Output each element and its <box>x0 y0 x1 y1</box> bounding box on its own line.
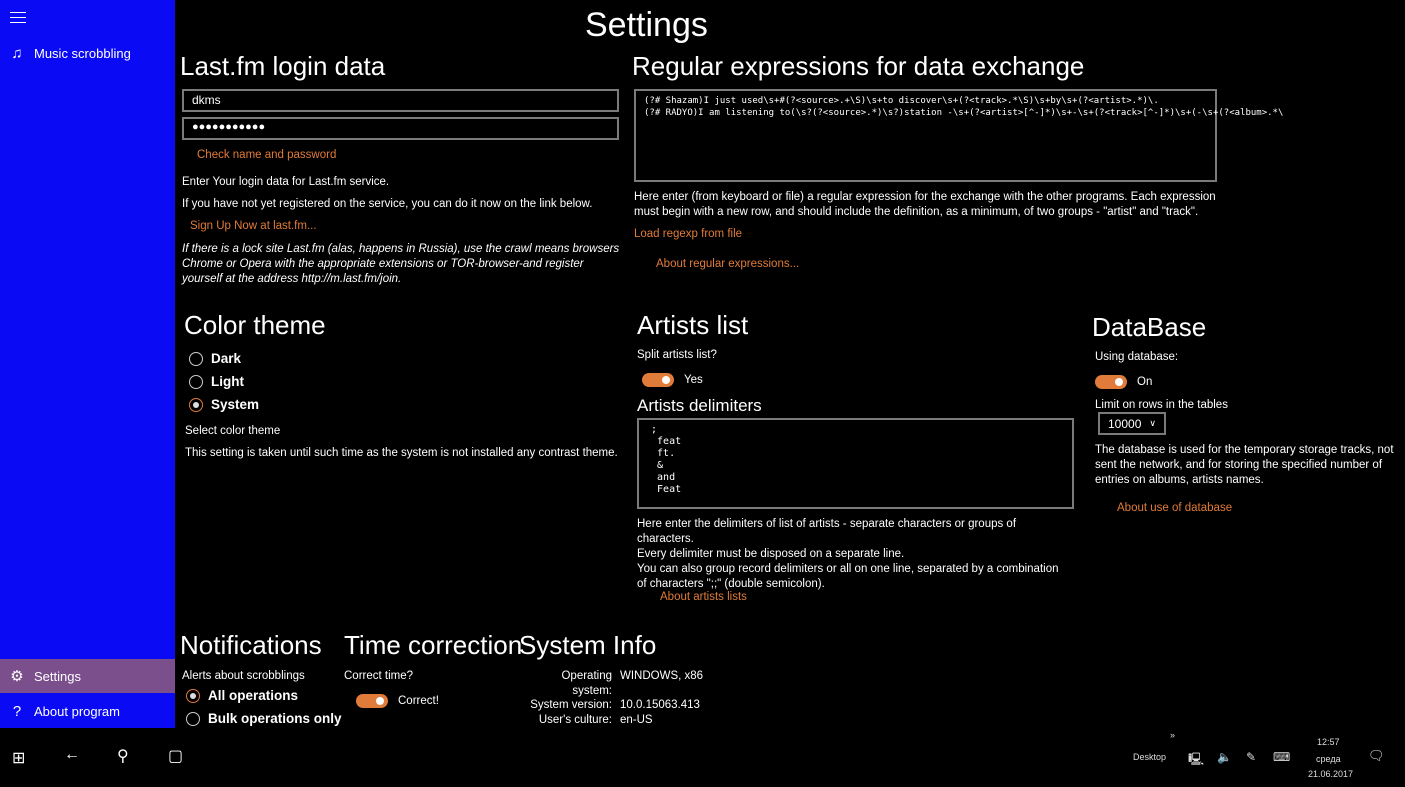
system-info-title: System Info <box>519 630 657 660</box>
theme-note: This setting is taken until such time as the system is not installed any contrast theme. <box>185 447 618 459</box>
clock-date[interactable]: 21.06.2017 <box>1308 769 1354 779</box>
sidebar-item-label: About program <box>34 703 120 719</box>
settings-page <box>175 0 1399 728</box>
regex-description: Here enter (from keyboard or file) a regular expression for the exchange with the other programs. Each expression must begin with a new row, and should include the definition, as a minimum, of two groups - "artist" and "track". <box>634 191 1216 218</box>
database-toggle[interactable]: On <box>1095 375 1152 389</box>
database-section-title: DataBase <box>1092 312 1207 342</box>
lastfm-info-1: Enter Your login data for Last.fm service. <box>182 176 390 188</box>
alerts-radio-all[interactable]: All operations <box>186 688 298 703</box>
signup-link[interactable]: Sign Up Now at last.fm... <box>190 220 317 232</box>
keyboard-icon[interactable]: ⌨ <box>1273 750 1291 764</box>
about-regex-link[interactable]: About regular expressions... <box>656 258 800 270</box>
sidebar <box>0 0 175 728</box>
sidebar-item-label: Settings <box>34 668 81 684</box>
back-arrow-icon[interactable]: ← <box>64 746 80 763</box>
limit-rows-select[interactable]: 10000 ∨ <box>1098 412 1166 435</box>
username-input[interactable]: dkms <box>182 89 619 112</box>
hamburger-menu-icon[interactable] <box>10 12 26 24</box>
about-database-link[interactable]: About use of database <box>1117 502 1233 514</box>
check-credentials-link[interactable]: Check name and password <box>197 149 337 161</box>
correct-time-toggle[interactable]: Correct! <box>356 694 439 708</box>
clock-day[interactable]: среда <box>1316 754 1341 764</box>
page-title: Settings <box>585 6 708 44</box>
using-database-label: Using database: <box>1095 351 1179 363</box>
split-artists-toggle[interactable]: Yes <box>642 373 703 387</box>
load-regexp-link[interactable]: Load regexp from file <box>634 228 743 240</box>
search-icon[interactable]: ⚲ <box>117 748 129 765</box>
question-icon: ? <box>12 702 22 720</box>
theme-radio-light[interactable]: Light <box>189 374 244 389</box>
split-artists-label: Split artists list? <box>637 349 717 361</box>
alerts-radio-bulk[interactable]: Bulk operations only <box>186 711 342 726</box>
sidebar-item-label: Music scrobbling <box>34 45 131 61</box>
theme-radio-system[interactable]: System <box>189 397 259 412</box>
about-artists-link[interactable]: About artists lists <box>660 591 747 603</box>
database-description: The database is used for the temporary storage tracks, not sent the network, and for storing the specified number of entries on albums, artists names. <box>1095 444 1394 486</box>
volume-icon[interactable]: 🔈 <box>1217 750 1232 764</box>
password-input[interactable]: ●●●●●●●●●●● <box>182 117 619 140</box>
notifications-title: Notifications <box>180 630 322 660</box>
delimiters-textarea[interactable]: ; feat ft. & and Feat <box>637 418 1074 509</box>
regex-section-title: Regular expressions for data exchange <box>632 51 1085 81</box>
taskbar <box>0 728 1399 787</box>
correct-time-label: Correct time? <box>344 670 414 682</box>
regex-textarea[interactable]: (?# Shazam)I just used\s+#(?<source>.+\S)\s+to discover\s+(?<track>.*\S)\s+by\s+(?<artist>.*)\. (?# RADYO)I am listening to(\s?(?<source>.*)\s?)station -\s+(?<artist>[^-]*)\s+-\s+(?<track>[^-]*)\s+(-\s+(?<album>.*\ <box>634 89 1217 182</box>
theme-radio-dark[interactable]: Dark <box>189 351 241 366</box>
task-view-icon[interactable]: ▢ <box>168 748 184 765</box>
alerts-label: Alerts about scrobblings <box>182 670 305 682</box>
chevron-down-icon: ∨ <box>1149 418 1156 428</box>
limit-rows-label: Limit on rows in the tables <box>1095 399 1228 411</box>
lastfm-lock-note: If there is a lock site Last.fm (alas, happens in Russia), use the crawl means browsers Chrome or Opera with the appropriate extensions or TOR-browser-and register yourself at the address http://m.last.fm/join. <box>182 243 620 285</box>
sidebar-item-about[interactable] <box>0 694 175 728</box>
lastfm-info-2: If you have not yet registered on the service, you can do it now on the link below. <box>182 198 593 210</box>
theme-label: Select color theme <box>185 425 281 437</box>
sidebar-item-settings[interactable] <box>0 659 175 693</box>
music-notes-icon: ♫ <box>11 44 23 62</box>
desktop-label[interactable]: Desktop <box>1133 752 1167 762</box>
windows-start-icon[interactable]: ⊞ <box>12 750 26 767</box>
sidebar-item-music-scrobbling[interactable] <box>0 36 175 70</box>
artists-section-title: Artists list <box>637 310 749 340</box>
gear-icon: ⚙ <box>10 668 24 685</box>
clock-time[interactable]: 12:57 <box>1317 737 1340 747</box>
action-center-icon[interactable]: 🗨 <box>1368 748 1385 763</box>
delimiters-title: Artists delimiters <box>637 396 762 415</box>
pen-icon[interactable]: ✎ <box>1246 750 1257 764</box>
show-hidden-icons[interactable]: » <box>1170 730 1176 740</box>
color-theme-title: Color theme <box>184 310 326 340</box>
system-info-table: Operating system: WINDOWS, x86 System version: 10.0.15063.413 User's culture: en-US <box>530 670 704 726</box>
lastfm-section-title: Last.fm login data <box>180 51 386 81</box>
delimiters-description: Here enter the delimiters of list of artists - separate characters or groups of characters. Every delimiter must be disposed on a separate line. You can also group record delimiters or all on one line, separated by a combination of characters ";;" (double semicolon). <box>637 518 1059 590</box>
network-icon[interactable]: 🖳 <box>1188 752 1205 766</box>
time-correction-title: Time correction <box>344 630 523 660</box>
